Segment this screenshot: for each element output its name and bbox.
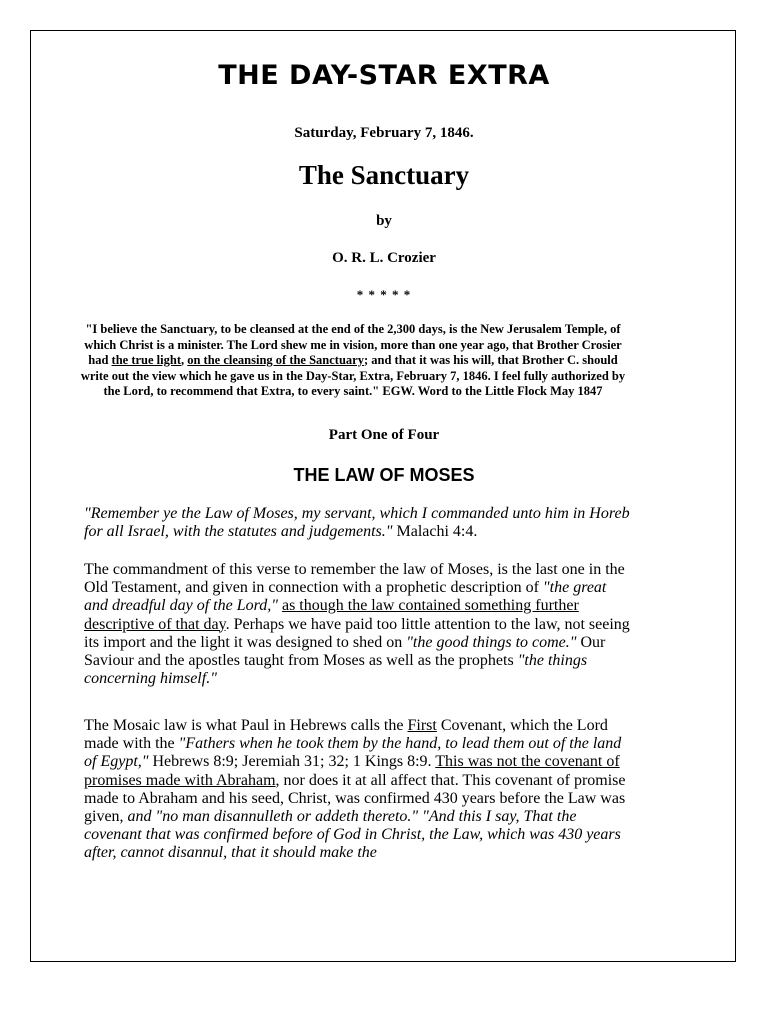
p3-text-4: , nor does it at all affect that. This covenant of promise made to Abraham and his seed, Christ, was confirmed 430 years before the Law was given,	[84, 771, 626, 826]
p3-italic-2: and "no man disannulleth or addeth thereto." "And this I say, That the covenant that was confirmed before of God in Christ, the Law, which was 430 years after, cannot disannul, that it should make the	[84, 808, 621, 862]
paragraph-commandment	[84, 561, 632, 688]
part-label: Part One of Four	[328, 427, 440, 443]
epigraph-text-1: "I believe the Sanctuary, to be cleansed at the end of the 2,300 days, is the New Jerusalem Temple, of which Christ is a minister. The Lord shew me in vision, more than one year ago, that Brother Crosier had	[84, 322, 622, 367]
article-title: The Sanctuary	[298, 160, 470, 190]
section-heading: THE LAW OF MOSES	[293, 465, 475, 485]
p2-italic-2: "the good things to come."	[406, 633, 577, 651]
p2-text-4: Our Saviour and the apostles taught from Moses as well as the prophets	[84, 633, 606, 670]
p3-text-1: The Mosaic law is what Paul in Hebrews calls the	[84, 717, 408, 734]
p3-underline-1: First	[407, 717, 437, 734]
masthead-title: THE DAY-STAR EXTRA	[218, 60, 550, 91]
epigraph-text-3: ; and that it was his will, that Brother C. should write out the view which he gave us in the Day-Star, Extra, February 7, 1846. I feel fully authorized by the Lord, to recommend that Extra, to every saint." EGW. Word to the Little Flock May 1847	[80, 353, 626, 398]
p3-text-2: Covenant, which the Lord made with the	[84, 717, 608, 753]
byline-label: by	[376, 213, 392, 229]
scripture-quote: "Remember ye the Law of Moses, my servant, which I commanded unto him in Horeb for all Israel, with the statutes and judgements."	[84, 505, 630, 541]
p2-italic-3: "the things concerning himself."	[84, 652, 588, 688]
publication-date: Saturday, February 7, 1846.	[294, 125, 474, 141]
paragraph-mosaic-law	[84, 717, 632, 863]
p2-italic-1: "the great and dreadful day of the Lord,"	[84, 579, 607, 615]
epigraph-underline-1: the true light	[111, 353, 181, 367]
p3-italic-1: "Fathers when he took them by the hand, to lead them out of the land of Egypt,"	[84, 735, 622, 771]
p3-underline-2: This was not the covenant of promises made with Abraham	[84, 753, 620, 789]
author-name: O. R. L. Crozier	[332, 250, 436, 266]
scripture-reference: Malachi 4:4.	[392, 523, 478, 541]
p3-text-3: Hebrews 8:9; Jeremiah 31; 32; 1 Kings 8:9.	[148, 753, 436, 771]
p2-underline-1: as though the law contained something further descriptive of that day	[84, 597, 579, 633]
p2-text-3: . Perhaps we have paid too little attention to the law, not seeing its import and the light it was designed to shed on	[84, 615, 630, 651]
epigraph-underline-2: on the cleansing of the Sanctuary	[187, 353, 364, 367]
epigraph-quote	[80, 322, 626, 400]
p2-text-1: The commandment of this verse to remember the law of Moses, is the last one in the Old Testament, and given in connection with a prophetic description of	[84, 561, 625, 597]
paragraph-scripture	[84, 505, 632, 541]
section-separator: * * * * *	[356, 287, 412, 302]
epigraph-text-2: ,	[180, 353, 188, 367]
